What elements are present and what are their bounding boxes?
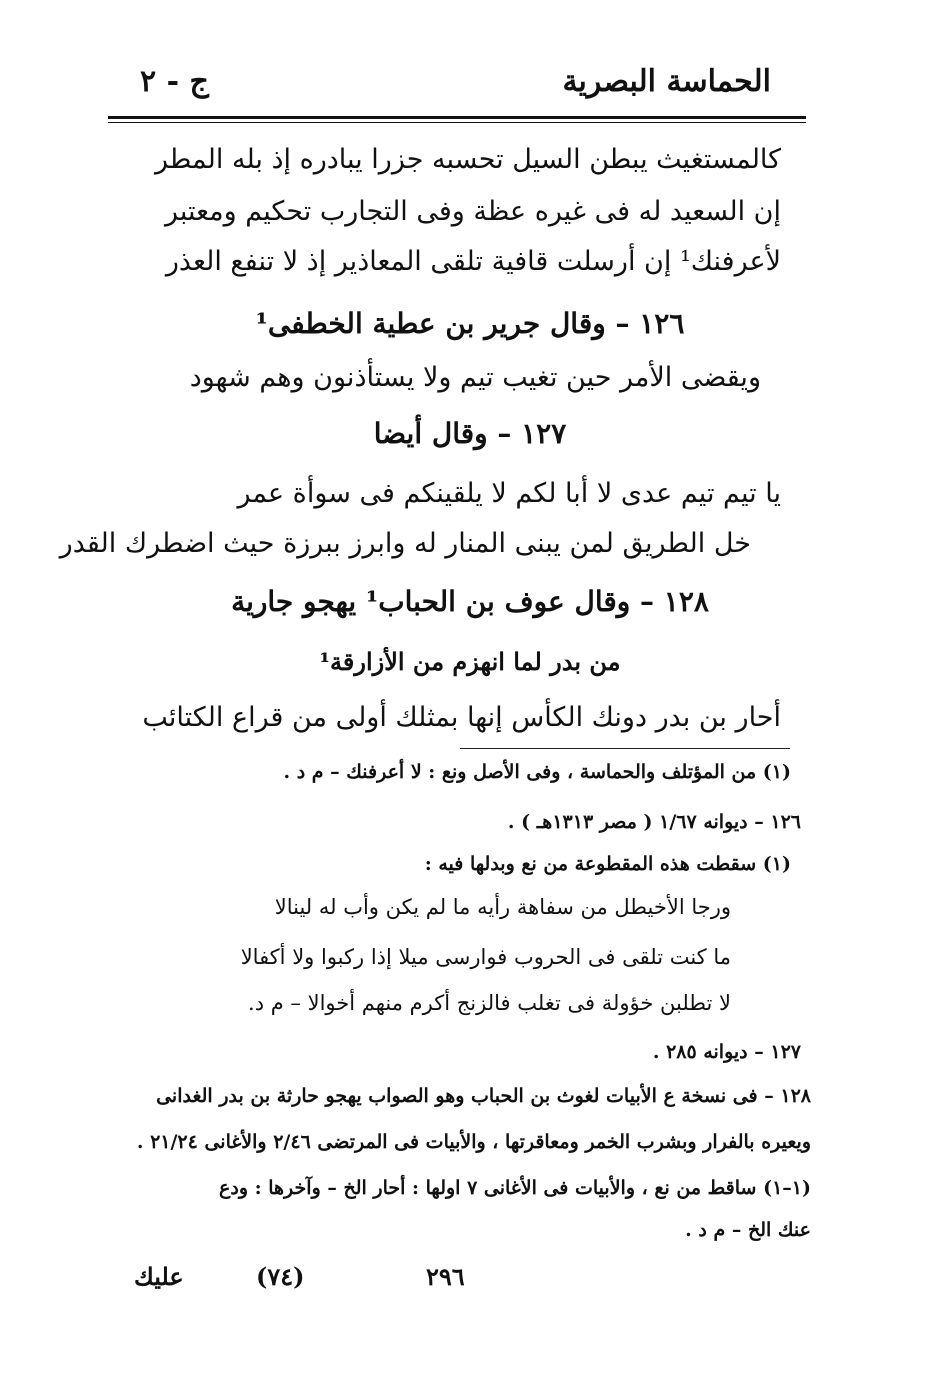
verse-line: يا تيم تيم عدى لا أبا لكم لا يلقينكم فى سوأة عمر: [237, 478, 781, 509]
footnote-line: ١٢٧ – ديوانه ٢٨٥ .: [652, 1041, 801, 1063]
header-rule-thick: [108, 116, 806, 119]
footnote-line: (١) من المؤتلف والحماسة ، وفى الأصل ونع : لا أعرفنك – م د .: [283, 761, 791, 783]
footnote-line: (١) سقطت هذه المقطوعة من نع وبدلها فيه :: [424, 853, 791, 875]
verse-line: خل الطريق لمن يبنى المنار له وابرز ببرزة حيث اضطرك القدر: [59, 528, 751, 559]
footnote-line: ويعيره بالفرار وبشرب الخمر ومعاقرتها ، والأبيات فى المرتضى ٢/٤٦ والأغانى ٢١/٢٤ .: [136, 1131, 811, 1153]
poem-heading-126: ١٢٦ – وقال جرير بن عطية الخطفى¹: [255, 307, 685, 340]
volume-label: ج - ٢: [140, 64, 209, 99]
verse-line: لأعرفنك¹ إن أرسلت قافية تلقى المعاذير إذ لا تنفع العذر: [165, 246, 781, 277]
verse-line: أحار بن بدر دونك الكأس إنها بمثلك أولى من قراع الكتائب: [142, 702, 781, 733]
footnote-verse: ورجا الأخيطل من سفاهة رأيه ما لم يكن وأب له لينالا: [274, 895, 731, 919]
running-title: الحماسة البصرية: [562, 64, 771, 99]
signature-word: عليك: [134, 1262, 184, 1291]
verse-line: إن السعيد له فى غيره عظة وفى التجارب تحكيم ومعتبر: [164, 196, 781, 227]
poem-heading-128: ١٢٨ – وقال عوف بن الحباب¹ يهجو جارية: [231, 585, 709, 618]
header-rule-thin: [108, 122, 806, 123]
footnote-verse: ما كنت تلقى فى الحروب فوارسى ميلا إذا ركبوا ولا أكفالا: [240, 945, 731, 969]
footnote-line: ١٢٨ – فى نسخة ع الأبيات لغوث بن الحباب وهو الصواب يهجو حارثة بن بدر الغدانى: [156, 1085, 811, 1107]
page-number: ٢٩٦: [426, 1262, 465, 1291]
sheet-number: (٧٤): [256, 1262, 305, 1291]
poem-heading-127: ١٢٧ – وقال أيضا: [373, 417, 567, 450]
verse-line: كالمستغيث يبطن السيل تحسبه جزرا يبادره إذ بله المطر: [155, 144, 781, 175]
footnote-line: (١–١) ساقط من نع ، والأبيات فى الأغانى ٧ اولها : أحار الخ – وآخرها : ودع: [219, 1177, 811, 1199]
poem-heading-128-cont: من بدر لما انهزم من الأزارقة¹: [319, 647, 621, 676]
footnote-verse: لا تطلبن خؤولة فى تغلب فالزنج أكرم منهم أخوالا – م د.: [248, 991, 731, 1015]
footnote-line: عنك الخ – م د .: [685, 1219, 811, 1241]
footnote-line: ١٢٦ – ديوانه ١/٦٧ ( مصر ١٣١٣هـ ) .: [507, 811, 801, 833]
footnote-rule: [460, 748, 790, 749]
verse-line: ويقضى الأمر حين تغيب تيم ولا يستأذنون وهم شهود: [189, 362, 761, 393]
